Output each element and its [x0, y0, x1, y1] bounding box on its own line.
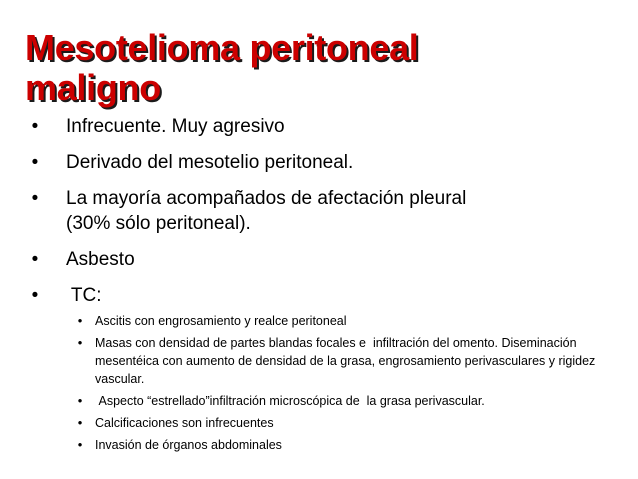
bullet-text: Asbesto [66, 249, 135, 270]
slide-title [25, 28, 605, 108]
bullet-marker: • [31, 249, 39, 270]
title-line-2: maligno [25, 67, 161, 108]
bullet-derivado [28, 150, 608, 175]
sub-bullet-text: Masas con densidad de partes blandas focales e infiltración del omento. Diseminación mesentéica con aumento de densidad de la grasa, engrosamiento perivasculares y rigidez vascular. [95, 336, 599, 386]
bullet-mayoria [28, 186, 608, 236]
bullet-asbesto [28, 247, 608, 272]
sub-bullet-ascitis [75, 312, 615, 330]
title-line-1: Mesotelioma peritoneal [25, 27, 419, 68]
bullet-tc [28, 283, 608, 308]
bullet-marker: • [31, 188, 39, 209]
sub-bullet-calcificaciones [75, 414, 615, 432]
sub-bullet-marker: • [77, 437, 83, 452]
sub-bullet-marker: • [77, 313, 83, 328]
bullet-marker: • [31, 152, 39, 173]
sub-bullet-text: Aspecto “estrellado”infiltración microscópica de la grasa perivascular. [95, 394, 485, 408]
sub-bullet-marker: • [77, 393, 83, 408]
bullet-text-continuation: (30% sólo peritoneal). [66, 213, 251, 234]
sub-bullet-text: Ascitis con engrosamiento y realce peritoneal [95, 314, 347, 328]
bullet-infrecuente [28, 114, 608, 139]
bullet-text: Infrecuente. Muy agresivo [66, 116, 285, 137]
bullet-marker: • [31, 285, 39, 306]
bullet-text: La mayoría acompañados de afectación pleural [66, 188, 467, 209]
sub-bullet-marker: • [77, 335, 83, 350]
tc-sub-bullet-list [75, 312, 615, 458]
sub-bullet-invasion [75, 436, 615, 454]
sub-bullet-marker: • [77, 415, 83, 430]
sub-bullet-masas [75, 334, 615, 388]
sub-bullet-aspecto [75, 392, 615, 410]
bullet-text: TC: [66, 285, 102, 306]
sub-bullet-text: Invasión de órganos abdominales [95, 438, 282, 452]
bullet-marker: • [31, 116, 39, 137]
bullet-text: Derivado del mesotelio peritoneal. [66, 152, 354, 173]
sub-bullet-text: Calcificaciones son infrecuentes [95, 416, 274, 430]
main-bullet-list [28, 114, 608, 319]
